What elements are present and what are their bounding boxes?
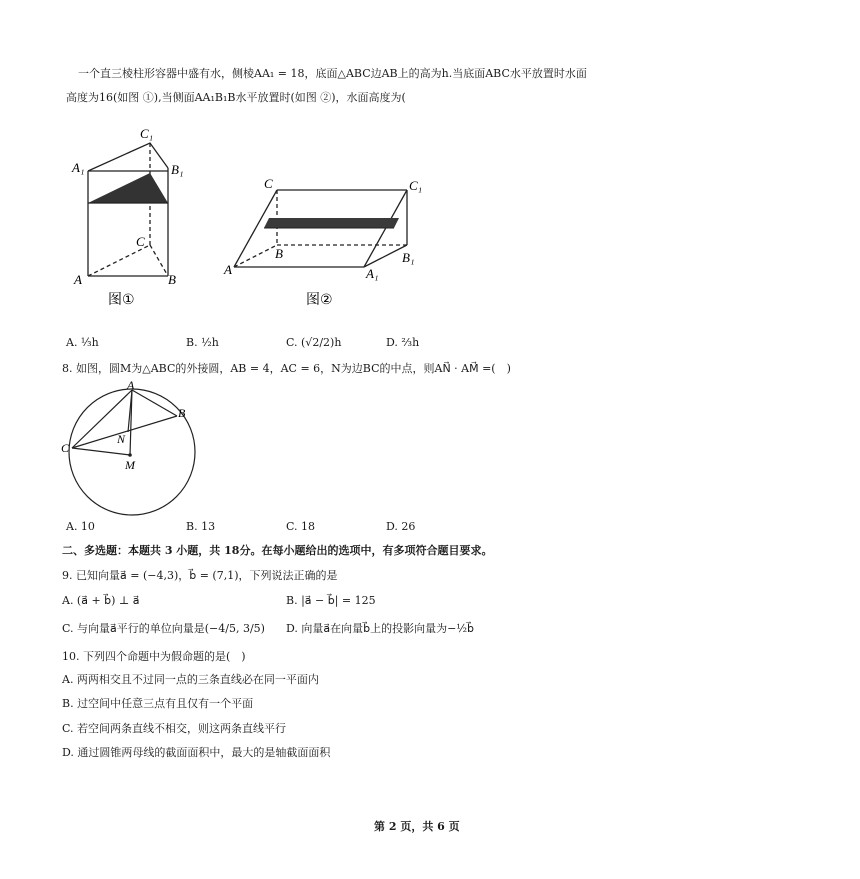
q8-figure-circle	[55, 380, 205, 520]
q8-stem: 8. 如图，圆M为△ABC的外接圆，AB = 4，AC = 6，N为边BC的中点，则AN⃗ · AM⃗ =( )	[62, 362, 511, 375]
fig2-label-a1: A₁	[366, 266, 379, 281]
fig3-label-b: B	[178, 406, 186, 420]
q9-option-b: B. |a⃗ − b⃗| = 125	[286, 594, 376, 607]
fig1-label-b1: B₁	[171, 162, 184, 177]
section-2-header: 二、多选题：本题共 3 小题，共 18分。在每小题给出的选项中，有多项符合题目要求。	[62, 544, 493, 557]
fig2-label-c1: C₁	[409, 178, 423, 193]
fig3-label-n: N	[117, 432, 126, 446]
fig3-label-c: C	[61, 441, 70, 455]
water-surface-1	[88, 173, 168, 203]
q9-option-d: D. 向量a⃗在向量b⃗上的投影向量为−½b⃗	[286, 622, 475, 635]
q7-stem-line1: 一个直三棱柱形容器中盛有水，侧棱AA₁ = 18，底面△ABC边AB上的高为h.当底面ABC水平放置时水面	[78, 67, 587, 80]
page-footer: 第 2 页，共 6 页	[374, 820, 460, 833]
q8-option-a: A. 10	[66, 520, 95, 533]
fig3-label-a: A	[127, 380, 135, 392]
q7-option-d: D. ⅔h	[386, 336, 420, 349]
q10-option-a: A. 两两相交且不过同一点的三条直线必在同一平面内	[62, 673, 319, 686]
fig1-label-c: C	[136, 234, 145, 249]
fig3-label-m: M	[125, 458, 135, 472]
fig1-label-b: B	[168, 272, 176, 287]
q8-option-d: D. 26	[386, 520, 416, 533]
q10-option-d: D. 通过圆锥两母线的截面面积中，最大的是轴截面面积	[62, 746, 331, 759]
fig2-label-c: C	[264, 176, 273, 191]
q7-figure-2	[222, 170, 432, 315]
fig1-label-a1: A₁	[72, 160, 85, 175]
q10-option-c: C. 若空间两条直线不相交，则这两条直线平行	[62, 722, 287, 735]
fig1-label-a: A	[74, 272, 82, 287]
q7-option-b: B. ½h	[186, 336, 219, 349]
fig1-label-c1: C₁	[140, 126, 154, 141]
q10-stem: 10. 下列四个命题中为假命题的是( )	[62, 650, 246, 663]
q8-option-b: B. 13	[186, 520, 216, 533]
q8-option-c: C. 18	[286, 520, 316, 533]
fig2-label-b1: B₁	[402, 250, 415, 265]
q7-figure-1	[60, 118, 200, 318]
q9-stem: 9. 已知向量a⃗ = (−4,3)，b⃗ = (7,1)，下列说法正确的是	[62, 569, 338, 582]
fig1-caption: 图①	[108, 292, 135, 308]
q7-option-c: C. (√2/2)h	[286, 336, 342, 349]
q7-stem-line2: 高度为16(如图 ①),当侧面AA₁B₁B水平放置时(如图 ②)，水面高度为(	[66, 91, 406, 104]
fig2-caption: 图②	[306, 292, 333, 308]
q7-option-a: A. ⅓h	[66, 336, 99, 349]
q9-option-c: C. 与向量a⃗平行的单位向量是(−4/5, 3/5)	[62, 622, 265, 635]
fig2-label-a: A	[224, 262, 232, 277]
water-surface-2	[264, 218, 399, 228]
fig2-label-b: B	[275, 246, 283, 261]
q9-option-a: A. (a⃗ + b⃗) ⊥ a⃗	[62, 594, 140, 607]
q10-option-b: B. 过空间中任意三点有且仅有一个平面	[62, 697, 254, 710]
